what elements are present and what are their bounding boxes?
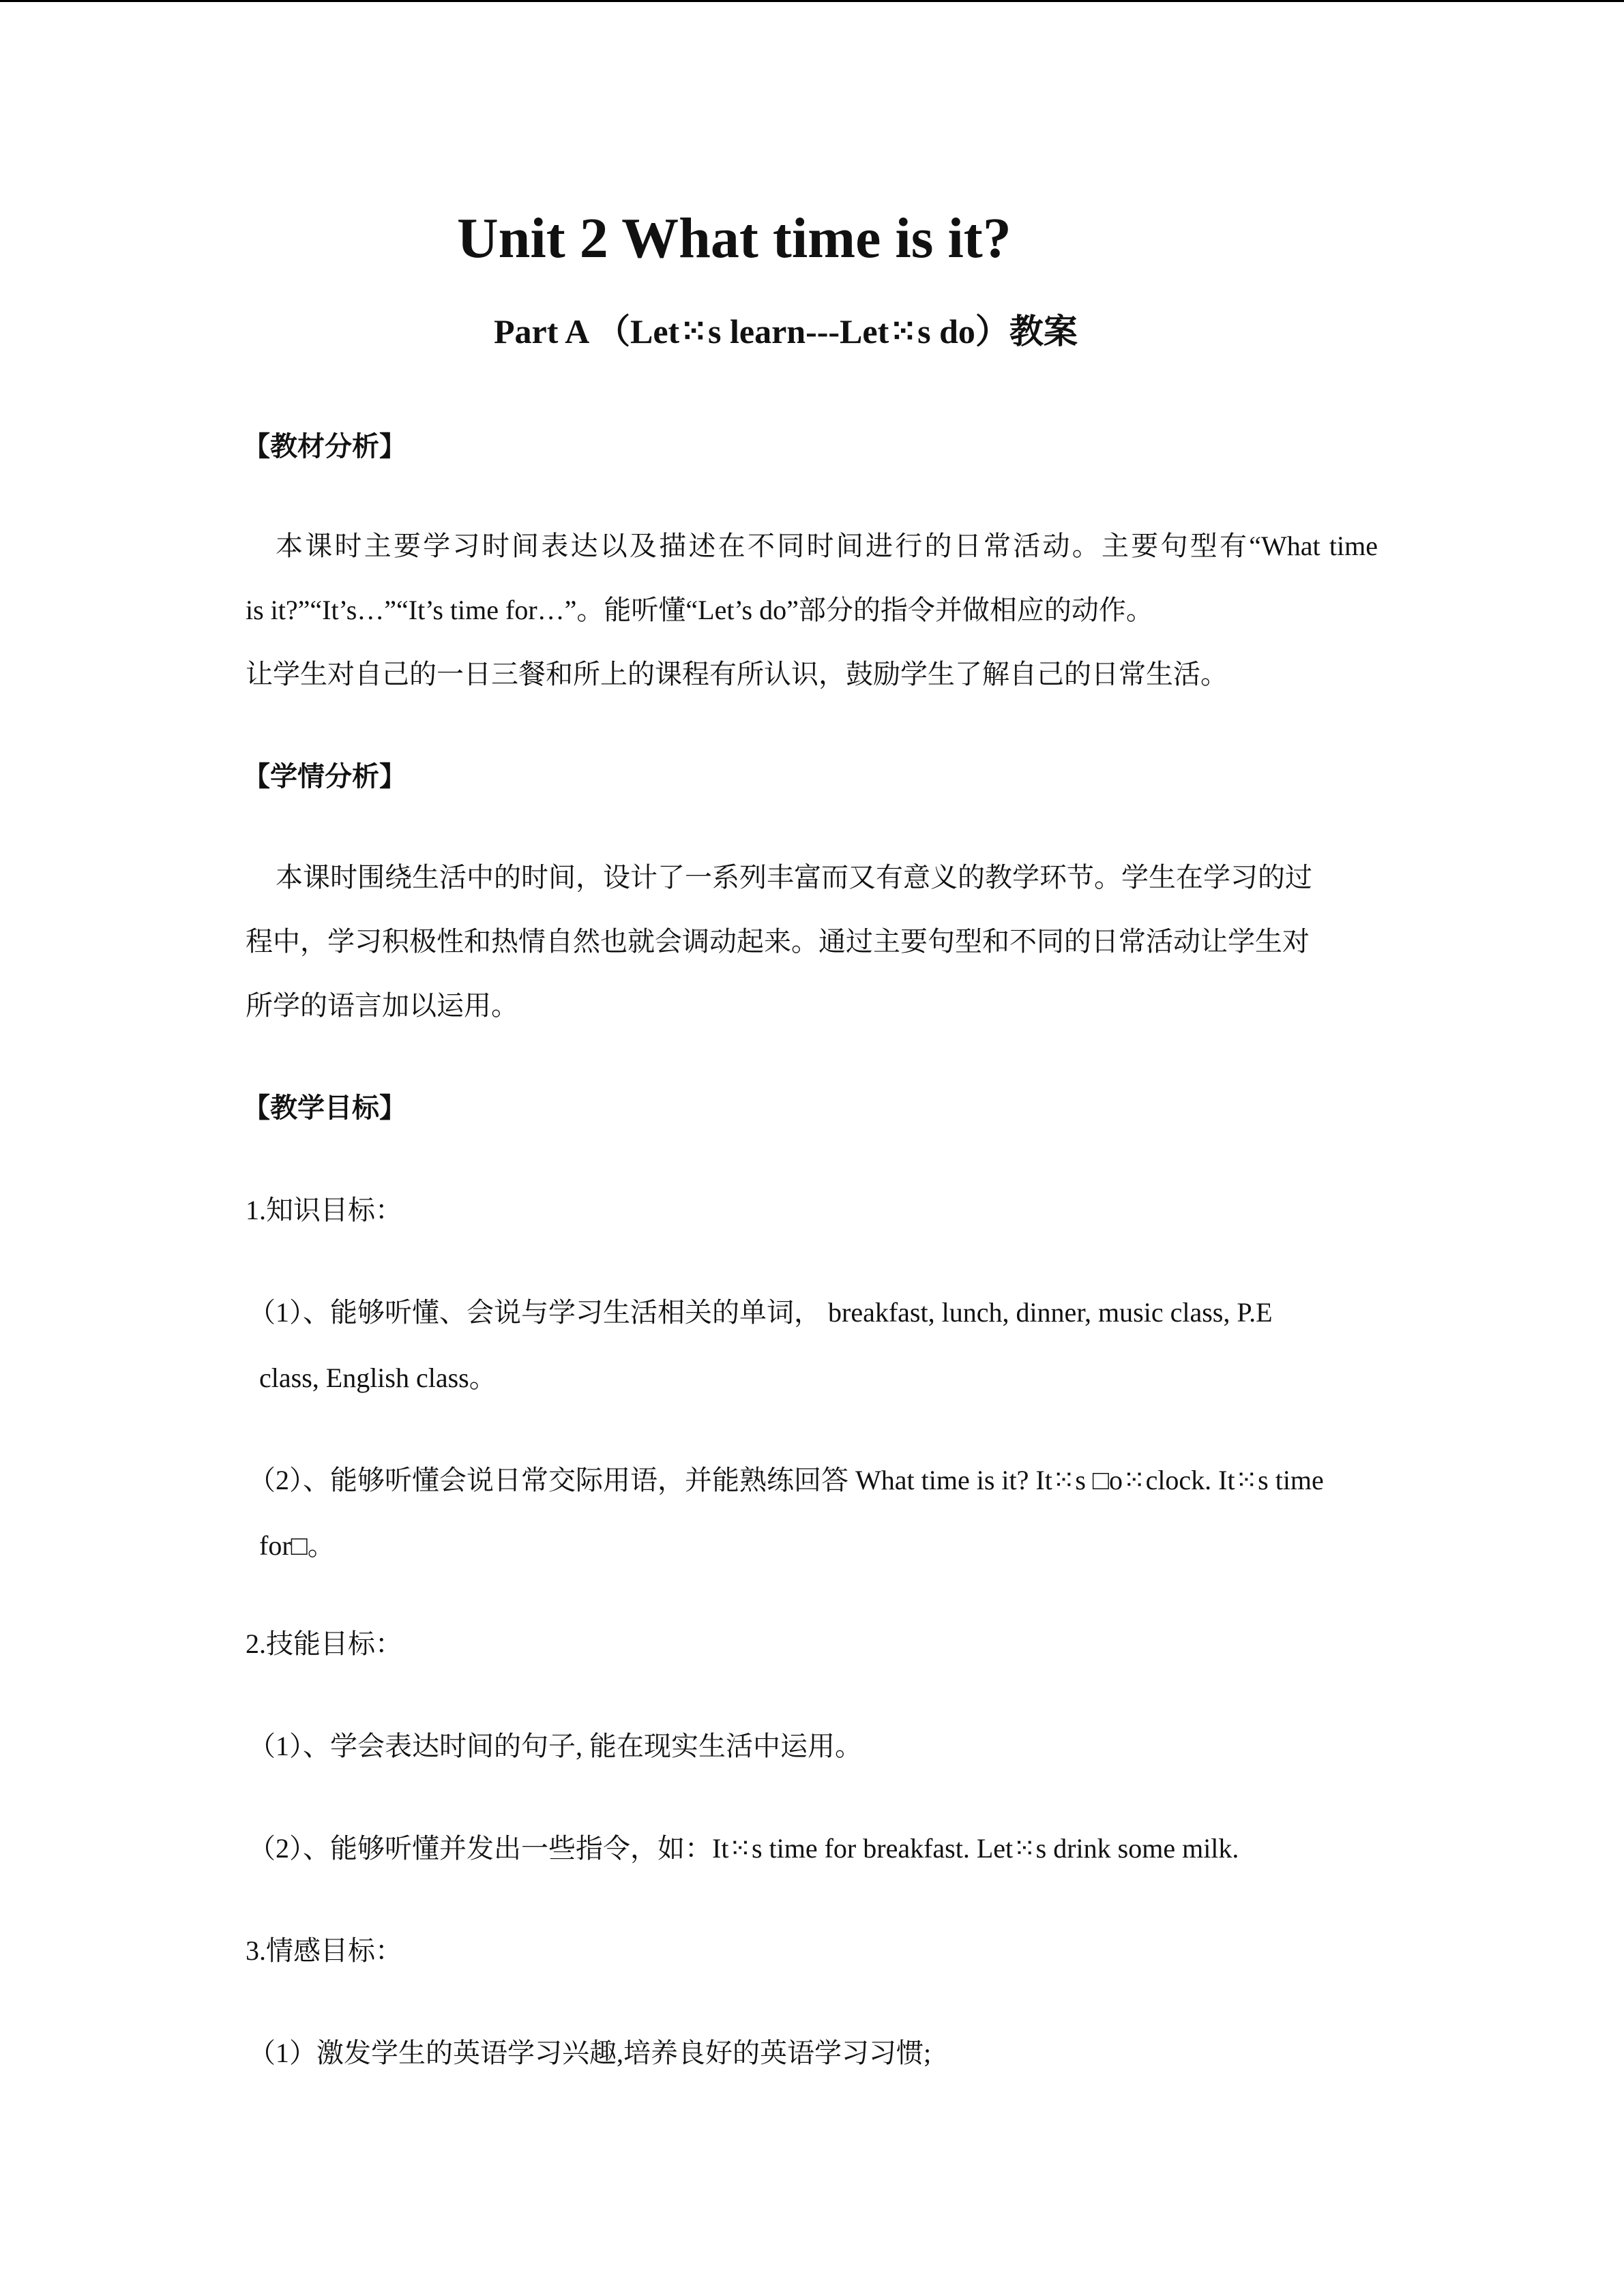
page-subtitle: Part A （Let⁙s learn---Let⁙s do）教案 xyxy=(494,312,1078,351)
objective-label-knowledge: 1.知识目标： xyxy=(246,1195,402,1225)
objective-item: （2）、能够听懂会说日常交际用语，并能熟练回答 What time is it? It⁙s □o⁙clock. It⁙s time xyxy=(248,1465,1324,1495)
page-title: Unit 2 What time is it? xyxy=(457,207,1012,270)
objective-item: （1）、能够听懂、会说与学习生活相关的单词， breakfast, lunch, dinner, music class, P.E xyxy=(248,1297,1273,1328)
paragraph-line: 程中，学习积极性和热情自然也就会调动起来。通过主要句型和不同的日常活动让学生对 xyxy=(246,926,1310,957)
paragraph-line: is it?”“It’s…”“It’s time for…”。能听懂“Let’s do”部分的指令并做相应的动作。 xyxy=(246,595,1153,625)
paragraph-line: 所学的语言加以运用。 xyxy=(246,990,518,1021)
section-heading-objectives: 【教学目标】 xyxy=(243,1092,407,1123)
section-heading-learners: 【学情分析】 xyxy=(243,761,407,792)
objective-label-skill: 2.技能目标： xyxy=(246,1628,402,1659)
objective-item: （2）、能够听懂并发出一些指令，如：It⁙s time for breakfast. Let⁙s drink some milk. xyxy=(248,1833,1239,1864)
section-heading-material: 【教材分析】 xyxy=(243,431,407,462)
objective-item-continuation: for□。 xyxy=(259,1530,335,1561)
objective-item: （1）、学会表达时间的句子, 能在现实生活中运用。 xyxy=(248,1731,862,1761)
paragraph-line: 本课时主要学习时间表达以及描述在不同时间进行的日常活动。主要句型有“What time xyxy=(276,531,1378,561)
objective-item: （1）激发学生的英语学习兴趣,培养良好的英语学习习惯; xyxy=(248,2038,932,2068)
objective-item-continuation: class, English class。 xyxy=(259,1362,497,1393)
objective-label-emotion: 3.情感目标： xyxy=(246,1935,402,1966)
paragraph-line: 让学生对自己的一日三餐和所上的课程有所认识，鼓励学生了解自己的日常生活。 xyxy=(246,659,1228,689)
paragraph-line: 本课时围绕生活中的时间，设计了一系列丰富而又有意义的教学环节。学生在学习的过 xyxy=(276,862,1312,893)
